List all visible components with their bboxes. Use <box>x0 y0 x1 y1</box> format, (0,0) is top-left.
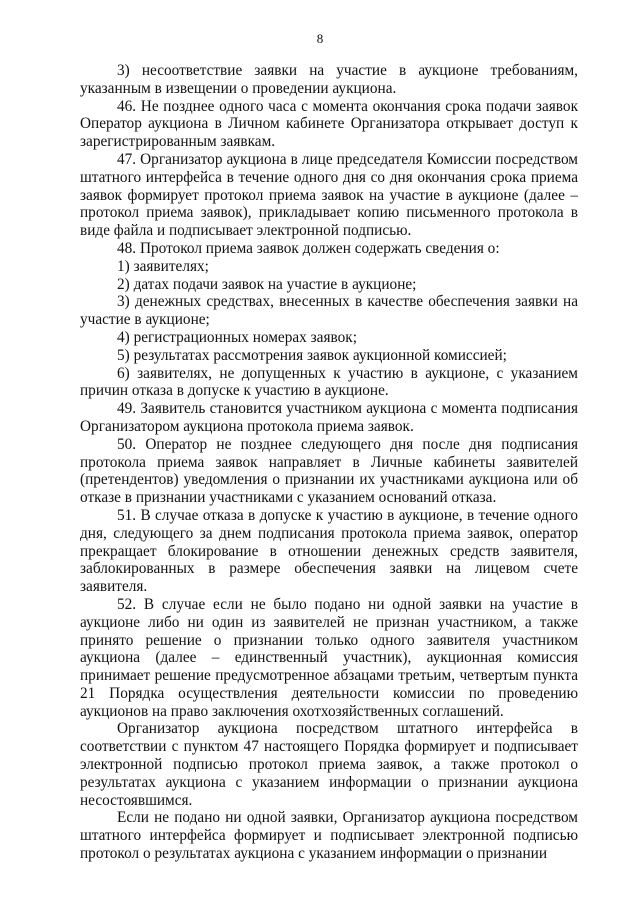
list-item-3: 3) денежных средствах, внесенных в качестве обеспечения заявки на участие в аукционе; <box>80 293 578 329</box>
paragraph-organizer-protocol: Организатор аукциона посредством штатного интерфейса в соответствии с пунктом 47 настоящего Порядка формирует и подписывает электронной подписью протокол приема заявок, а также протокол о результатах аукциона с указанием информации о признании аукциона несостоявшимся. <box>80 720 578 809</box>
paragraph-47: 47. Организатор аукциона в лице председателя Комиссии посредством штатного интерфейса в течение одного дня со дня окончания срока приема заявок формирует протокол приема заявок на участие в аукционе (далее – протокол приема заявок), прикладывает копию письменного протокола в виде файла и подписывает электронной подписью. <box>80 150 578 240</box>
list-item-4: 4) регистрационных номерах заявок; <box>117 328 357 346</box>
paragraph-48: 48. Протокол приема заявок должен содержать сведения о: <box>117 239 500 257</box>
list-item-1: 1) заявителях; <box>117 257 209 275</box>
paragraph-no-applications: Если не подано ни одной заявки, Организатор аукциона посредством штатного интерфейса формирует и подписывает электронной подписью протокол о результатах аукциона с указанием информации о признании <box>80 809 578 863</box>
paragraph-49: 49. Заявитель становится участником аукциона с момента подписания Организатором аукциона протокола приема заявок. <box>80 400 578 435</box>
page-number: 8 <box>316 31 324 46</box>
list-item-2: 2) датах подачи заявок на участие в аукционе; <box>117 275 417 293</box>
document-body <box>80 62 578 863</box>
list-item-5: 5) результатах рассмотрения заявок аукционной комиссией; <box>117 346 507 364</box>
list-item-6: 6) заявителях, не допущенных к участию в аукционе, с указанием причин отказа в допуске к участию в аукционе. <box>80 364 578 400</box>
paragraph-52: 52. В случае если не было подано ни одной заявки на участие в аукционе либо ни один из заявителей не признан участником, а также принято решение о признании только одного заявителя участником аукциона (далее – единственный участник), аукционная комиссия принимает решение предусмотренное абзацами третьим, четвертым пункта 21 Порядка осуществления деятельности комиссии по проведению аукционов на право заключения охотхозяйственных соглашений. <box>80 595 578 720</box>
paragraph-item-3: 3) несоответствие заявки на участие в аукционе требованиям, указанным в извещении о проведении аукциона. <box>80 62 578 97</box>
paragraph-50: 50. Оператор не позднее следующего дня после дня подписания протокола приема заявок направляет в Личные кабинеты заявителей (претендентов) уведомления о признании их участниками аукциона или об отказе в признании участниками с указанием оснований отказа. <box>80 435 578 507</box>
paragraph-51: 51. В случае отказа в допуске к участию в аукционе, в течение одного дня, следующего за днем подписания протокола приема заявок, оператор прекращает блокирование в отношении денежных средств заявителя, заблокированных в размере обеспечения заявки на лицевом счете заявителя. <box>80 506 578 596</box>
paragraph-46: 46. Не позднее одного часа с момента окончания срока подачи заявок Оператор аукциона в Личном кабинете Организатора открывает доступ к зарегистрированным заявкам. <box>80 97 578 151</box>
